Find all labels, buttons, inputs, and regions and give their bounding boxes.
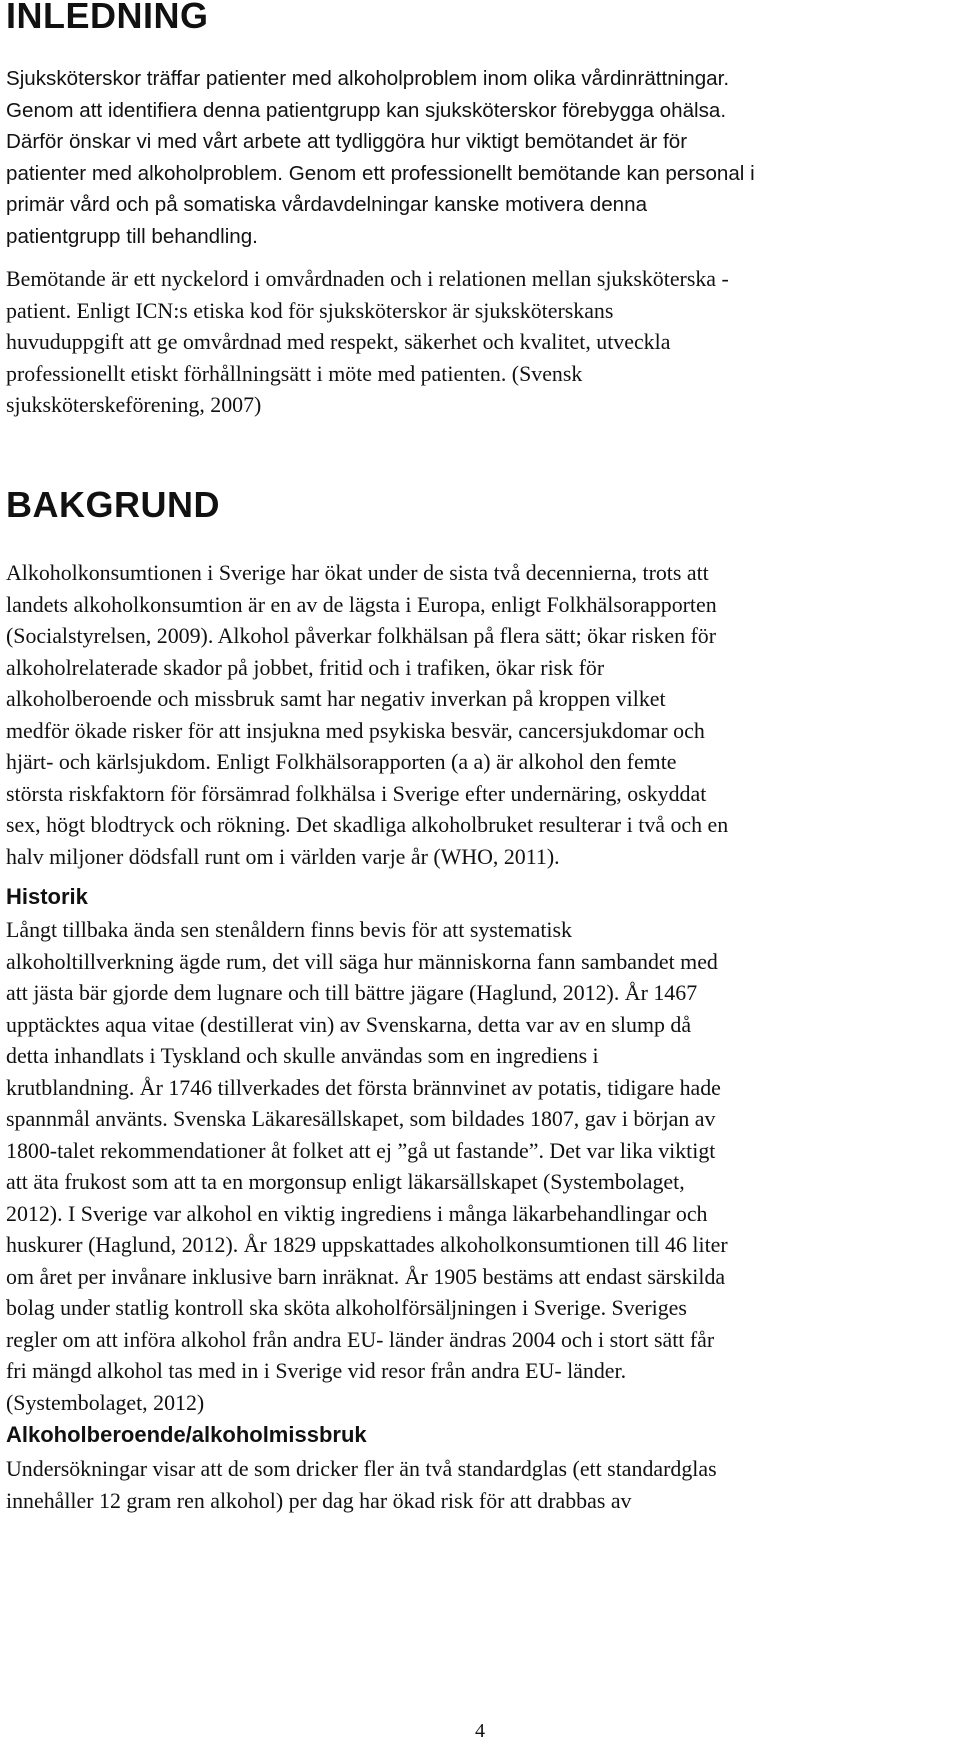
historik-paragraph — [6, 914, 960, 1418]
text-line: fri mängd alkohol tas med in i Sverige vid resor från andra EU- länder. — [6, 1358, 627, 1383]
text-line: Genom att identifiera denna patientgrupp kan sjuksköterskor förebygga ohälsa. — [6, 98, 727, 122]
text-line: huvuduppgift att ge omvårdnad med respekt, säkerhet och kvalitet, utveckla — [6, 329, 671, 354]
text-line: om året per invånare inklusive barn inräknat. År 1905 bestäms att endast särskilda — [6, 1263, 726, 1289]
text-line: Bemötande är ett nyckelord i omvårdnaden och i relationen mellan sjuksköterska - — [6, 266, 729, 291]
text-line: halv miljoner dödsfall runt om i världen varje år (WHO, 2011). — [6, 843, 560, 869]
text-line: patienter med alkoholproblem. Genom ett professionellt bemötande kan personal i — [6, 161, 755, 185]
text-line: upptäcktes aqua vitae (destillerat vin) av Svenskarna, detta var av en slump då — [6, 1011, 692, 1037]
text-line: sjuksköterskeförening, 2007) — [6, 392, 262, 417]
text-line: att jästa bär gjorde dem lugnare och till bättre jägare (Haglund, 2012). År 1467 — [6, 980, 698, 1005]
bakgrund-paragraph — [6, 557, 960, 872]
text-line: hjärt- och kärlsjukdom. Enligt Folkhälsorapporten (a a) är alkohol den femte — [6, 749, 677, 774]
text-line: (Systembolaget, 2012) — [6, 1389, 205, 1415]
text-line: alkoholberoende och missbruk samt har negativ inverkan på kroppen vilket — [6, 686, 666, 711]
text-line: alkoholrelaterade skador på jobbet, fritid och i trafiken, ökar risk för — [6, 654, 605, 680]
text-line: landets alkoholkonsumtion är en av de lägsta i Europa, enligt Folkhälsorapporten — [6, 591, 717, 617]
text-line: 1800-talet rekommendationer åt folket att ej ”gå ut fastande”. Det var lika viktigt — [6, 1137, 716, 1163]
text-line: sex, högt blodtryck och rökning. Det skadliga alkoholbruket resulterar i två och en — [6, 812, 729, 837]
text-line: professionellt etiskt förhållningsätt i möte med patienten. (Svensk — [6, 360, 583, 386]
text-line: (Socialstyrelsen, 2009). Alkohol påverkar folkhälsan på flera sätt; ökar risken för — [6, 623, 717, 648]
text-line: innehåller 12 gram ren alkohol) per dag har ökad risk för att drabbas av — [6, 1487, 632, 1513]
text-line: huskurer (Haglund, 2012). År 1829 uppskattades alkoholkonsumtionen till 46 liter — [6, 1232, 728, 1257]
heading-bakgrund: BAKGRUND — [6, 484, 220, 525]
text-line: detta inhandlats i Tyskland och skulle användas som en ingrediens i — [6, 1043, 599, 1068]
text-line: primär vård och på somatiska vårdavdelningar kanske motivera denna — [6, 193, 648, 216]
inledning-paragraph-2 — [6, 263, 960, 421]
text-line: alkoholtillverkning ägde rum, det vill säga hur människorna fann sambandet med — [6, 948, 718, 974]
text-line: patientgrupp till behandling. — [6, 224, 258, 248]
text-line: Sjuksköterskor träffar patienter med alkoholproblem inom olika vårdinrättningar. — [6, 67, 730, 90]
text-line: spannmål använts. Svenska Läkaresällskapet, som bildades 1807, gav i början av — [6, 1106, 716, 1131]
text-line: patient. Enligt ICN:s etiska kod för sjuksköterskor är sjuksköterskans — [6, 297, 614, 323]
text-line: största riskfaktorn för försämrad folkhälsa i Sverige efter undernäring, oskyddat — [6, 780, 707, 806]
text-line: medför ökade risker för att insjukna med psykiska besvär, cancersjukdomar och — [6, 717, 705, 743]
beroende-paragraph — [6, 1453, 960, 1516]
text-line: Alkoholkonsumtionen i Sverige har ökat under de sista två decennierna, trots att — [6, 560, 709, 585]
text-line: bolag under statlig kontroll ska sköta alkoholförsäljningen i Sverige. Sveriges — [6, 1295, 687, 1320]
text-line: att äta frukost som att ta en morgonsup enligt läkarsällskapet (Systembolaget, — [6, 1169, 685, 1194]
heading-historik: Historik — [6, 884, 88, 909]
page-number: 4 — [475, 1720, 485, 1742]
text-line: Undersökningar visar att de som dricker fler än två standardglas (ett standardglas — [6, 1456, 717, 1481]
inledning-paragraph-1 — [6, 63, 960, 252]
text-line: Därför önskar vi med vårt arbete att tydliggöra hur viktigt bemötandet är för — [6, 130, 688, 153]
text-line: 2012). I Sverige var alkohol en viktig ingrediens i många läkarbehandlingar och — [6, 1200, 708, 1226]
text-line: regler om att införa alkohol från andra EU- länder ändras 2004 och i stort sätt får — [6, 1326, 715, 1352]
text-line: Långt tillbaka ända sen stenåldern finns bevis för att systematisk — [6, 917, 572, 942]
heading-alkoholberoende: Alkoholberoende/alkoholmissbruk — [6, 1422, 367, 1447]
text-line: krutblandning. År 1746 tillverkades det första brännvinet av potatis, tidigare hade — [6, 1074, 721, 1100]
heading-inledning: INLEDNING — [6, 0, 209, 36]
